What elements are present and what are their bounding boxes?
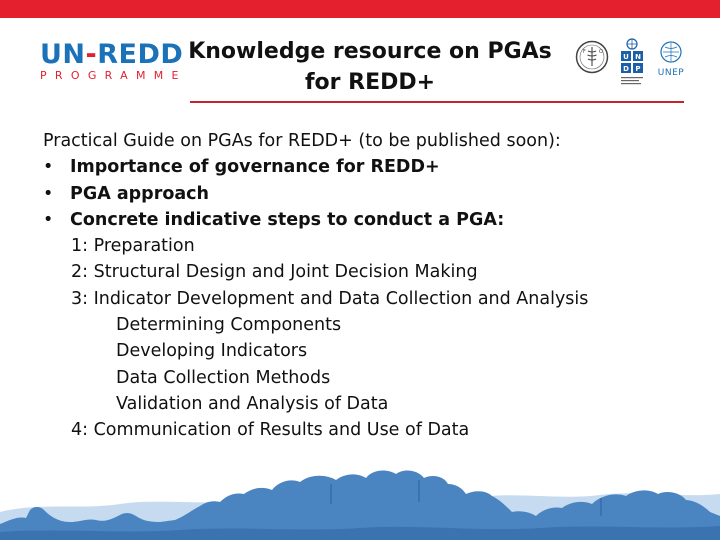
bullet-marker: •: [43, 209, 54, 230]
bullet-marker: •: [43, 183, 54, 204]
svg-text:P: P: [635, 65, 641, 73]
bullet-marker: •: [43, 157, 54, 178]
bullet-text: Concrete indicative steps to conduct a PGA:: [70, 209, 505, 230]
substep-item: Validation and Analysis of Data: [116, 393, 389, 414]
svg-text:O: O: [599, 49, 603, 55]
svg-text:UNEP: UNEP: [657, 68, 685, 78]
step-item: 1: Preparation: [71, 236, 195, 257]
step-item: 2: Structural Design and Joint Decision Making: [71, 262, 478, 283]
substep-item: Data Collection Methods: [116, 367, 331, 388]
step-item: 3: Indicator Development and Data Collection and Analysis: [71, 288, 589, 309]
substep-item: Developing Indicators: [116, 341, 308, 362]
undp-logo-icon: [620, 38, 644, 88]
substep-item: Determining Components: [116, 315, 342, 336]
title-divider: [190, 101, 684, 103]
slide-body: [43, 128, 673, 444]
step-item: 4: Communication of Results and Use of Data: [71, 420, 470, 441]
forest-silhouette-footer: [0, 440, 720, 540]
bullet-item: [43, 181, 673, 207]
bullet-text: PGA approach: [70, 183, 209, 204]
intro-text: Practical Guide on PGAs for REDD+ (to be published soon):: [43, 131, 561, 151]
title-line-1: Knowledge resource on PGAs: [188, 39, 552, 64]
bullet-text: Importance of governance for REDD+: [70, 157, 440, 178]
unep-logo-icon: [654, 40, 688, 80]
svg-text:F: F: [583, 49, 586, 55]
top-accent-bar: [0, 0, 720, 18]
svg-text:D: D: [623, 65, 629, 73]
logo-programme-text: PROGRAMME: [40, 69, 187, 82]
svg-text:U: U: [623, 53, 629, 61]
fao-logo-icon: [575, 40, 609, 74]
title-line-2: for REDD+: [304, 70, 436, 95]
slide-title: [185, 36, 555, 98]
un-redd-logo: [40, 39, 187, 85]
logo-wordmark: UN-REDD: [40, 39, 184, 70]
svg-text:N: N: [635, 53, 641, 61]
bullet-item: [43, 207, 673, 233]
bullet-item: [43, 154, 673, 180]
